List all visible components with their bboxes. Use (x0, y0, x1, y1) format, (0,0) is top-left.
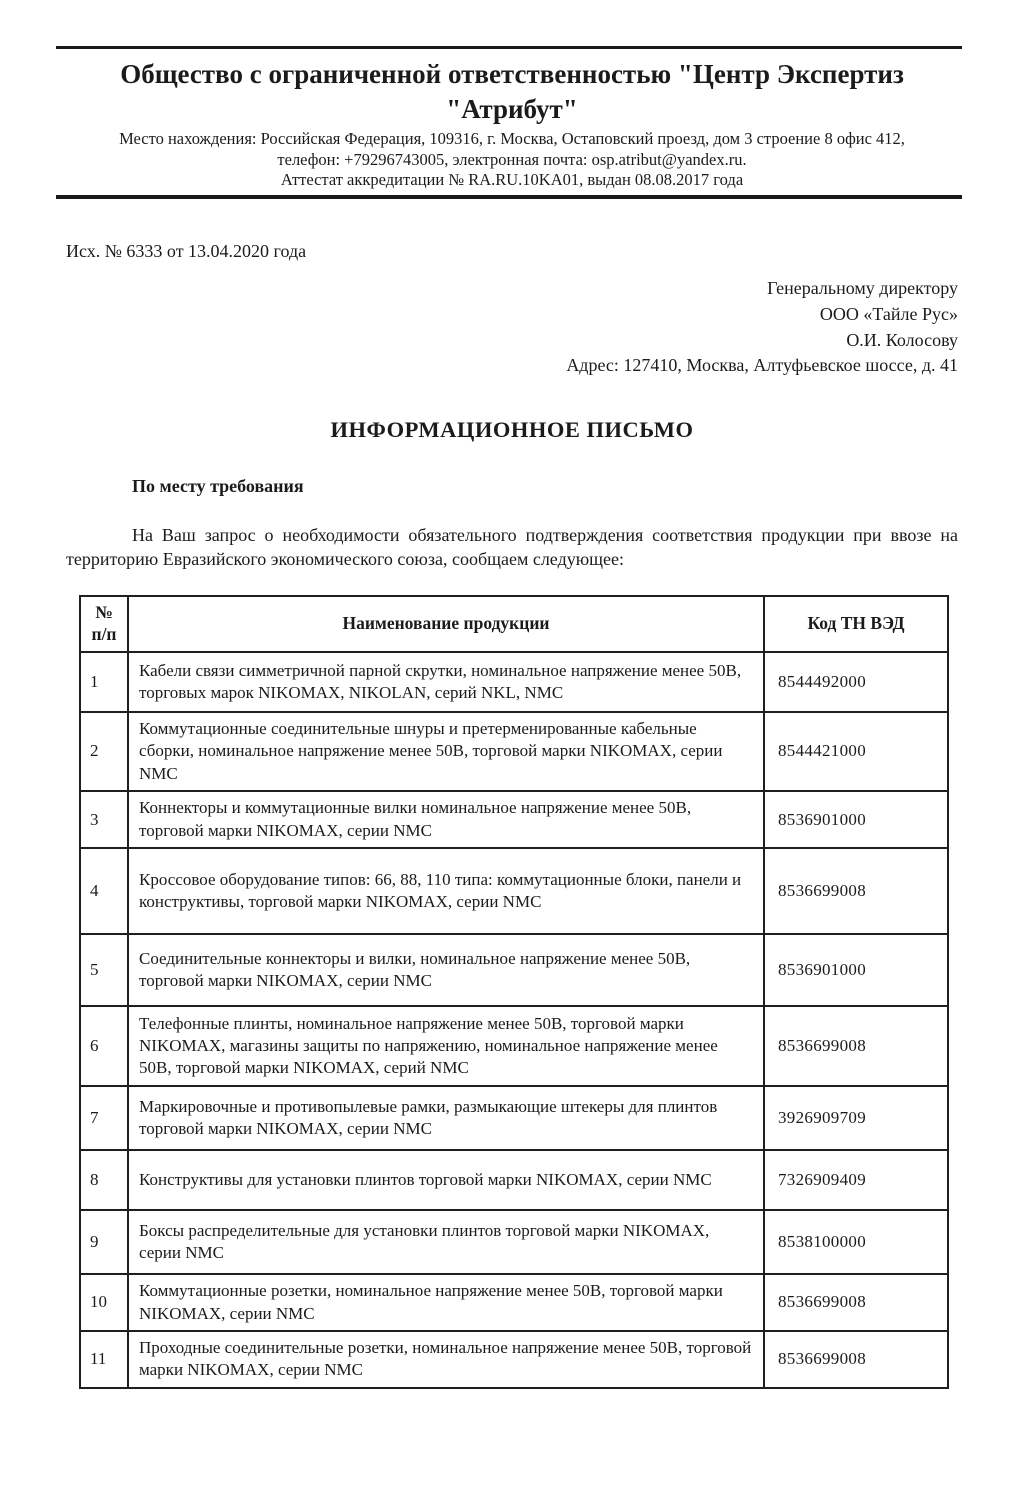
header-num (80, 596, 128, 652)
row-product-name: Кроссовое оборудование типов: 66, 88, 110 типа: коммутационные блоки, панели и конструктивы, торговой марки NIKOMAX, серии NMC (128, 848, 764, 934)
addressee-line: Адрес: 127410, Москва, Алтуфьевское шоссе, д. 41 (566, 355, 958, 376)
table-row (80, 1006, 948, 1086)
row-number: 1 (80, 652, 128, 712)
letterhead-bottom-rule (56, 195, 962, 199)
table-row (80, 652, 948, 712)
table-row (80, 712, 948, 791)
products-table (79, 595, 949, 1389)
row-number: 7 (80, 1086, 128, 1150)
table-row (80, 1210, 948, 1274)
row-number: 3 (80, 791, 128, 848)
table-row (80, 1150, 948, 1210)
header-code: Код ТН ВЭД (764, 596, 948, 652)
row-product-name: Соединительные коннекторы и вилки, номинальное напряжение менее 50В, торговой марки NIKOMAX, серии NMC (128, 934, 764, 1006)
row-tnved-code: 8536699008 (764, 1331, 948, 1388)
row-tnved-code: 8536699008 (764, 848, 948, 934)
row-product-name: Коннекторы и коммутационные вилки номинальное напряжение менее 50В, торговой марки NIKOMAX, серии NMC (128, 791, 764, 848)
letterhead-contact: телефон: +79296743005, электронная почта: osp.atribut@yandex.ru. (277, 149, 747, 169)
row-product-name: Проходные соединительные розетки, номинальное напряжение менее 50В, торговой марки NIKOMAX, серии NMC (128, 1331, 764, 1388)
row-product-name: Конструктивы для установки плинтов торговой марки NIKOMAX, серии NMC (128, 1150, 764, 1210)
products-table-body (80, 652, 948, 1388)
row-number: 8 (80, 1150, 128, 1210)
table-row (80, 791, 948, 848)
table-row (80, 1086, 948, 1150)
row-tnved-code: 8536699008 (764, 1274, 948, 1331)
row-number: 4 (80, 848, 128, 934)
row-number: 11 (80, 1331, 128, 1388)
row-product-name: Кабели связи симметричной парной скрутки, номинальное напряжение менее 50В, торговых марок NIKOMAX, NIKOLAN, серий NKL, NMC (128, 652, 764, 712)
row-number: 10 (80, 1274, 128, 1331)
letterhead-top-rule (56, 46, 962, 49)
addressee-line: О.И. Колосову (846, 329, 958, 350)
addressee-block (66, 276, 958, 378)
letterhead (66, 46, 958, 199)
row-product-name: Коммутационные соединительные шнуры и претерменированные кабельные сборки, номинальное напряжение менее 50В, торговой марки NIKOMAX, серии NMC (128, 712, 764, 791)
table-row (80, 1274, 948, 1331)
letterhead-accreditation: Аттестат аккредитации № RA.RU.10KA01, выдан 08.08.2017 года (280, 170, 744, 189)
row-tnved-code: 8536901000 (764, 934, 948, 1006)
header-product: Наименование продукции (128, 596, 764, 652)
row-tnved-code: 8544492000 (764, 652, 948, 712)
outgoing-reference: Исх. № 6333 от 13.04.2020 года (66, 241, 307, 262)
org-name-line2: "Атрибут" (446, 93, 578, 124)
document-title: ИНФОРМАЦИОННОЕ ПИСЬМО (330, 416, 694, 442)
org-name (66, 57, 958, 126)
table-row (80, 848, 948, 934)
row-tnved-code: 8536699008 (764, 1006, 948, 1086)
letterhead-location: Место нахождения: Российская Федерация, 109316, г. Москва, Остаповский проезд, дом 3 строение 8 офис 412, (119, 129, 905, 149)
table-row (80, 1331, 948, 1388)
org-name-line1: Общество с ограниченной ответственностью "Центр Экспертиз (120, 59, 904, 89)
products-table-header (80, 596, 948, 652)
table-row (80, 934, 948, 1006)
header-num-line1: № (95, 602, 113, 623)
row-product-name: Боксы распределительные для установки плинтов торговой марки NIKOMAX, серии NMC (128, 1210, 764, 1274)
row-number: 5 (80, 934, 128, 1006)
header-row (80, 596, 948, 652)
document-subtitle: По месту требования (132, 475, 304, 496)
row-tnved-code: 3926909709 (764, 1086, 948, 1150)
header-num-line2: п/п (91, 624, 117, 645)
row-tnved-code: 7326909409 (764, 1150, 948, 1210)
row-tnved-code: 8538100000 (764, 1210, 948, 1274)
addressee-line: Генеральному директору (767, 278, 958, 299)
row-number: 6 (80, 1006, 128, 1086)
row-number: 9 (80, 1210, 128, 1274)
row-tnved-code: 8544421000 (764, 712, 948, 791)
row-product-name: Маркировочные и противопылевые рамки, размыкающие штекеры для плинтов торговой марки NIKOMAX, серии NMC (128, 1086, 764, 1150)
document-page (0, 46, 1024, 1389)
row-product-name: Телефонные плинты, номинальное напряжение менее 50В, торговой марки NIKOMAX, магазины защиты по напряжению, номинальное напряжение менее 50В, торговой марки NIKOMAX, серий NMC (128, 1006, 764, 1086)
intro-paragraph: На Ваш запрос о необходимости обязательного подтверждения соответствия продукции при ввозе на территорию Евразийского экономического союза, сообщаем следующее: (66, 524, 958, 569)
addressee-line: ООО «Тайле Рус» (819, 304, 958, 324)
row-number: 2 (80, 712, 128, 791)
row-product-name: Коммутационные розетки, номинальное напряжение менее 50В, торговой марки NIKOMAX, серии NMC (128, 1274, 764, 1331)
row-tnved-code: 8536901000 (764, 791, 948, 848)
